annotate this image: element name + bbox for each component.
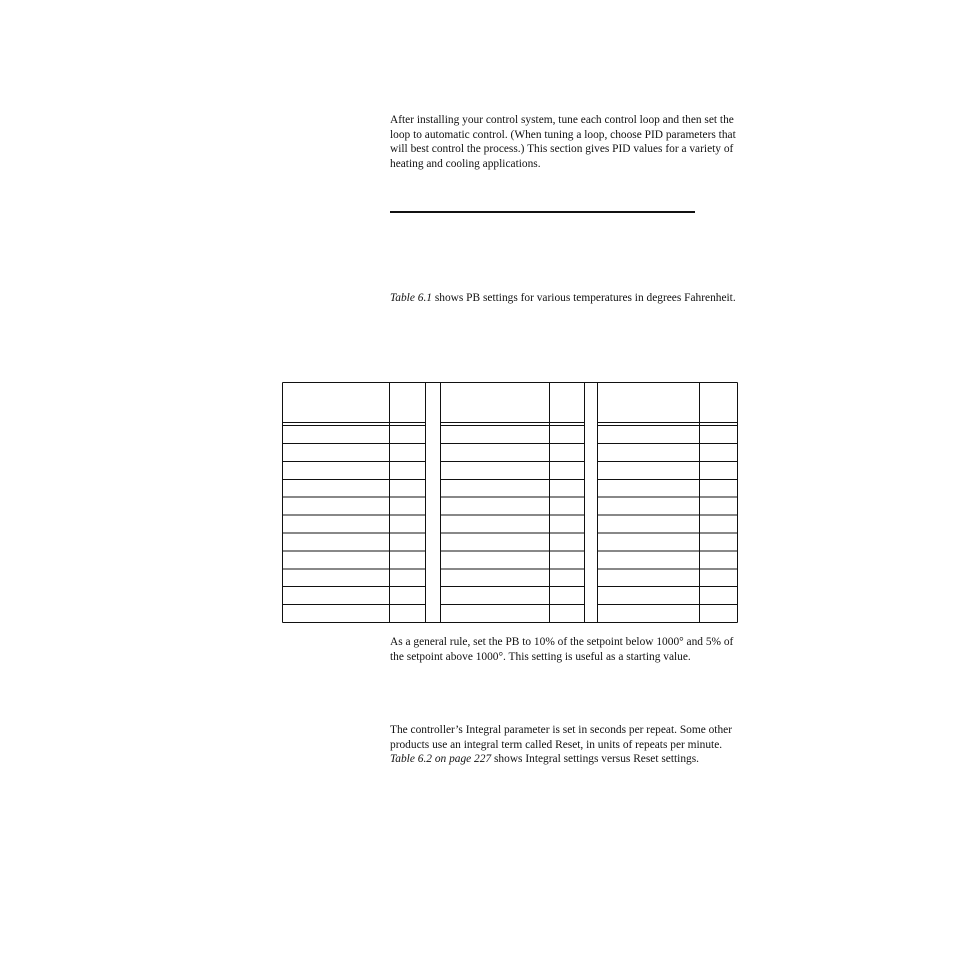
table-reference-paragraph: [390, 291, 740, 306]
pb-settings-table: [282, 382, 738, 623]
general-rule-text: As a general rule, set the PB to 10% of the setpoint below 1000° and 5% of the setpoint above 1000°. This setting is useful as a starting value.: [390, 636, 734, 663]
intro-text: After installing your control system, tune each control loop and then set the loop to automatic control. (When tuning a loop, choose PID parameters that will best control the process.) This section gives PID values for a variety of heating and cooling applications.: [390, 114, 736, 170]
pb-table-grid: [282, 382, 738, 623]
integral-text-a: The controller’s Integral parameter is set in seconds per repeat. Some other products use an integral term called Reset, in units of repeats per minute.: [390, 724, 733, 751]
table-6-2-link[interactable]: Table 6.2 on page 227: [390, 753, 492, 766]
integral-text-b: shows Integral settings versus Reset settings.: [491, 753, 700, 766]
section-divider: [390, 211, 695, 213]
table-6-1-link[interactable]: Table 6.1: [390, 292, 432, 304]
table-reference-text: shows PB settings for various temperatures in degrees Fahrenheit.: [432, 292, 736, 304]
integral-paragraph: [390, 723, 740, 767]
intro-paragraph: [390, 113, 740, 171]
general-rule-paragraph: [390, 635, 740, 664]
